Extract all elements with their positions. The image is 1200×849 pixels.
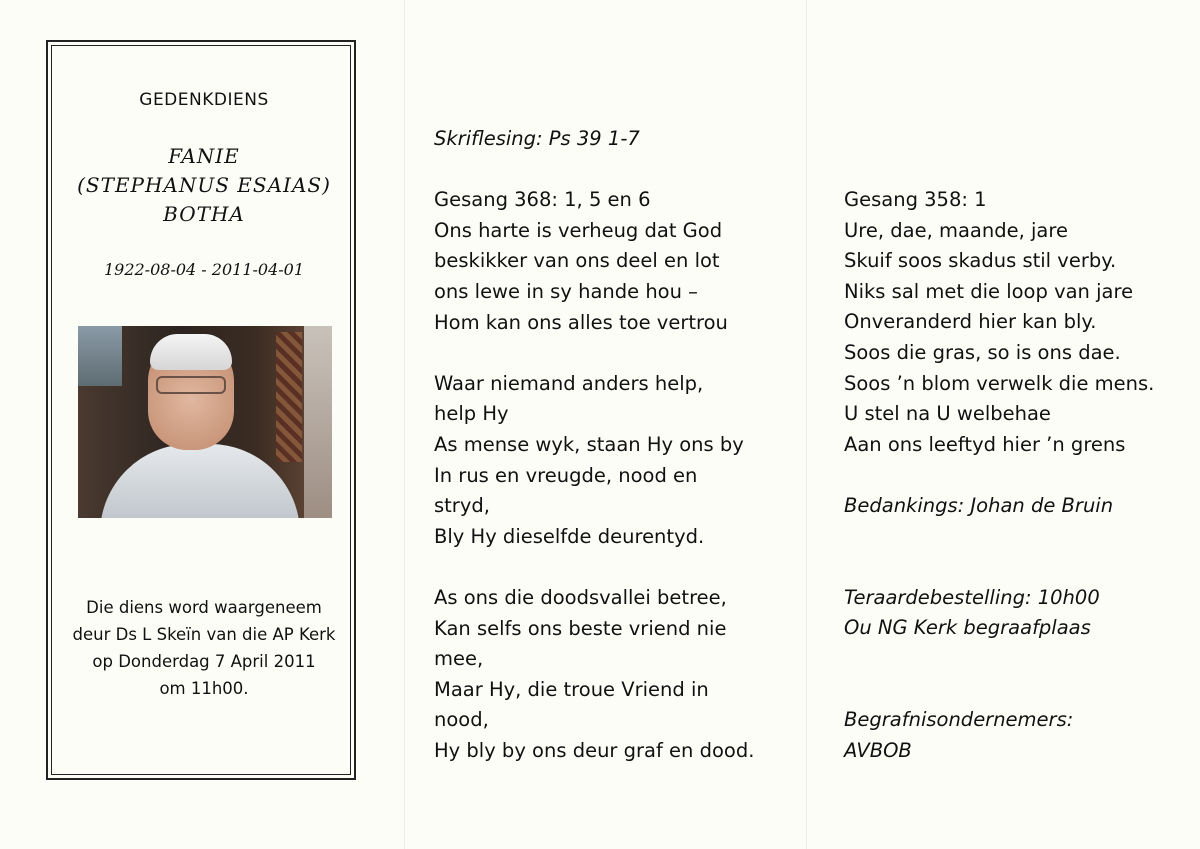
name-first: FANIE (168, 144, 240, 168)
service-line: deur Ds L Skeïn van die AP Kerk (72, 625, 336, 644)
hymn-line: Soos ’n blom verwelk die mens. (844, 371, 1155, 395)
undertakers-name: AVBOB (844, 738, 912, 762)
hymn-368-title: Gesang 368: 1, 5 en 6 (434, 188, 651, 212)
hymn-line: U stel na U welbehae (844, 402, 1051, 426)
hymn-line: As mense wyk, staan Hy ons by (434, 432, 744, 456)
hymn-line: Aan ons leeftyd hier ’n grens (844, 432, 1126, 456)
hymn-line: Bly Hy dieselfde deurentyd. (434, 524, 705, 548)
portrait-photo (78, 326, 332, 518)
order-of-service-right (844, 185, 1154, 766)
hymn-line: Soos die gras, so is ons dae. (844, 340, 1121, 364)
hymn-line: help Hy (434, 402, 509, 426)
hymn-line: beskikker van ons deel en lot (434, 249, 720, 273)
hymn-line: nood, (434, 708, 489, 732)
scripture-reading: Skriflesing: Ps 39 1-7 (434, 127, 640, 150)
inner-border (51, 45, 351, 775)
hymn-line: Skuif soos skadus stil verby. (844, 249, 1117, 273)
hymn-line: In rus en vreugde, nood en (434, 463, 698, 487)
hymn-line: Hy bly by ons deur graf en dood. (434, 738, 755, 762)
fold-line-left (404, 0, 405, 849)
name-full: (STEPHANUS ESAIAS) (77, 173, 331, 197)
name-last: BOTHA (163, 202, 245, 226)
hymn-line: ons lewe in sy hande hou – (434, 279, 698, 303)
fold-line-right (806, 0, 807, 849)
memorial-heading: GEDENKDIENS (139, 90, 269, 110)
hymn-line: As ons die doodsvallei betree, (434, 585, 727, 609)
hymn-line: Hom kan ons alles toe vertrou (434, 310, 728, 334)
hymn-line: Onveranderd hier kan bly. (844, 310, 1097, 334)
service-line: op Donderdag 7 April 2011 (92, 652, 316, 671)
photo-drape (276, 332, 302, 462)
service-line: Die diens word waargeneem (86, 598, 322, 617)
hymn-line: Ons harte is verheug dat God (434, 218, 723, 242)
burial-time: Teraardebestelling: 10h00 (844, 585, 1100, 609)
hymn-line: Niks sal met die loop van jare (844, 279, 1134, 303)
hymn-line: mee, (434, 647, 484, 671)
order-of-service-middle (434, 124, 754, 766)
hymn-line: Ure, dae, maande, jare (844, 218, 1068, 242)
thanks-line: Bedankings: Johan de Bruin (844, 493, 1114, 517)
deceased-name (52, 142, 356, 229)
hymn-line: Kan selfs ons beste vriend nie (434, 616, 727, 640)
service-details (52, 594, 356, 702)
photo-wall (304, 326, 332, 518)
hymn-line: Maar Hy, die troue Vriend in (434, 677, 709, 701)
hymn-line: stryd, (434, 494, 490, 518)
undertakers-label: Begrafnisondernemers: (844, 708, 1074, 732)
photo-shirt (100, 444, 300, 518)
hymn-line: Waar niemand anders help, (434, 371, 704, 395)
photo-glasses (156, 376, 226, 394)
photo-hair (150, 334, 232, 370)
memorial-cover-panel (46, 40, 356, 780)
hymn-358-title: Gesang 358: 1 (844, 188, 987, 211)
service-line: om 11h00. (159, 679, 249, 698)
life-dates: 1922-08-04 - 2011-04-01 (103, 260, 305, 279)
photo-window (78, 326, 122, 386)
burial-place: Ou NG Kerk begraafplaas (844, 616, 1091, 640)
